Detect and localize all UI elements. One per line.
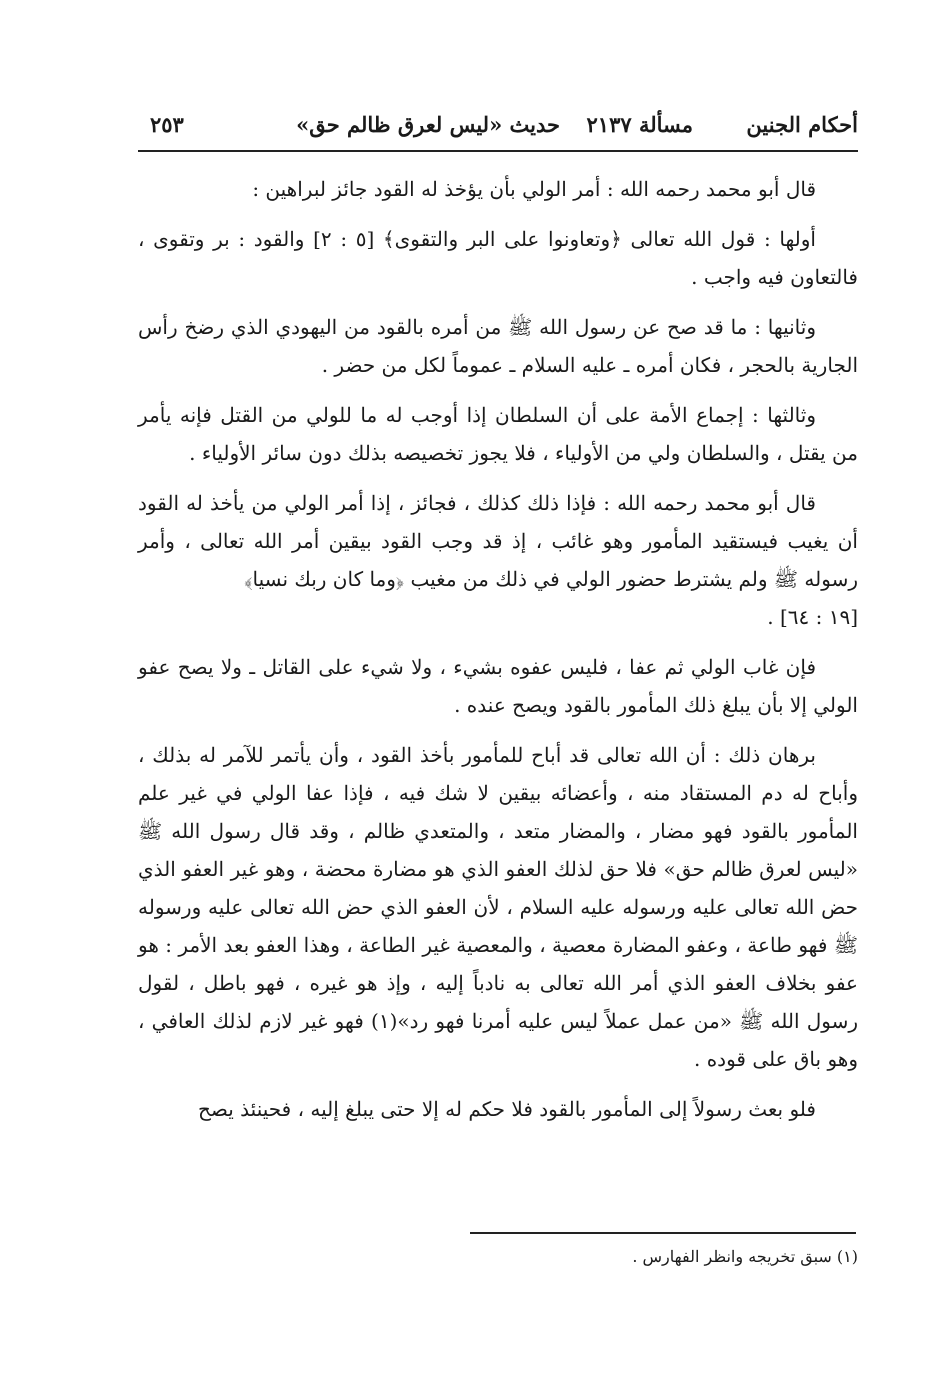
page-header [138, 112, 858, 148]
paragraph: قال أبو محمد رحمه الله : فإذا ذلك كذلك ، فجائز ، إذا أمر الولي من يأخذ له القود أن يغيب فيستقيد المأمور وهو غائب ، إذ قد وجب القود بيقين أمر الله تعالى ، وأمر رسوله ﷺ ولم يشترط حضور الولي في ذلك من مغيب ﴿وما كان ربك نسيا﴾ [138, 491, 858, 591]
hadith-title: حديث «ليس لعرق ظالم حق» [296, 112, 560, 137]
paragraph: فلو بعث رسولاً إلى المأمور بالقود فلا حكم له إلا حتى يبلغ إليه ، فحينئذ يصح [197, 1097, 816, 1121]
quran-reference: [١٩ : ٦٤] . [767, 605, 858, 629]
paragraph: وثانيها : ما قد صح عن رسول الله ﷺ من أمره بالقود من اليهودي الذي رضخ رأس الجارية بالحجر ، فكان أمره ـ عليه السلام ـ عموماً لكل من حضر . [138, 315, 858, 377]
paragraph: أولها : قول الله تعالى ﴿وتعاونوا على البر والتقوى﴾ [٥ : ٢] والقود : بر وتقوى ، فالتعاون فيه واجب . [138, 227, 858, 289]
footnote-divider [470, 1232, 856, 1234]
page-number: ٢٥٣ [150, 112, 184, 137]
paragraph: قال أبو محمد رحمه الله : أمر الولي بأن يؤخذ له القود جائز لبراهين : [252, 177, 816, 201]
footnote: (١) سبق تخريجه وانظر الفهارس . [632, 1247, 858, 1266]
main-text [138, 170, 858, 1140]
paragraph: برهان ذلك : أن الله تعالى قد أباح للمأمور بأخذ القود ، وأن يأتمر للآمر له بذلك ، وأباح له دم المستقاد منه ، وأعضائه بيقين لا شك فيه ، فإذا عفا الولي في غير علم المأمور بالقود فهو مضار ، والمضار متعد ، والمتعدي ظالم ، وقد قال رسول الله ﷺ «ليس لعرق ظالم حق» فلا حق لذلك العفو الذي هو مضارة محضة ، وهو غير العفو الذي حض الله تعالى عليه ورسوله عليه السلام ، لأن العفو الذي حض الله تعالى عليه ورسوله ﷺ فهو طاعة ، وعفو المضارة معصية ، والمعصية غير الطاعة ، وهذا العفو بعد الأمر : هو عفو بخلاف العفو الذي أمر الله تعالى به نادباً إليه ، وإذ هو غيره ، فهو باطل ، لقول رسول الله ﷺ «من عمل عملاً ليس عليه أمرنا فهو رد»(١) فهو غير لازم لذلك العافي ، وهو باق على قوده . [138, 743, 859, 1071]
header-divider [138, 150, 858, 152]
book-title: أحكام الجنين [746, 112, 858, 137]
paragraph: وثالثها : إجماع الأمة على أن السلطان إذا أوجب له ما للولي من القتل فإنه يأمر من يقتل ، والسلطان ولي من الأولياء ، فلا يجوز تخصيصه بذلك دون سائر الأولياء . [138, 403, 858, 465]
issue-number: مسألة ٢١٣٧ [586, 112, 693, 137]
paragraph: فإن غاب الولي ثم عفا ، فليس عفوه بشيء ، ولا شيء على القاتل ـ ولا يصح عفو الولي إلا بأن يبلغ ذلك المأمور بالقود ويصح عنده . [138, 655, 858, 717]
